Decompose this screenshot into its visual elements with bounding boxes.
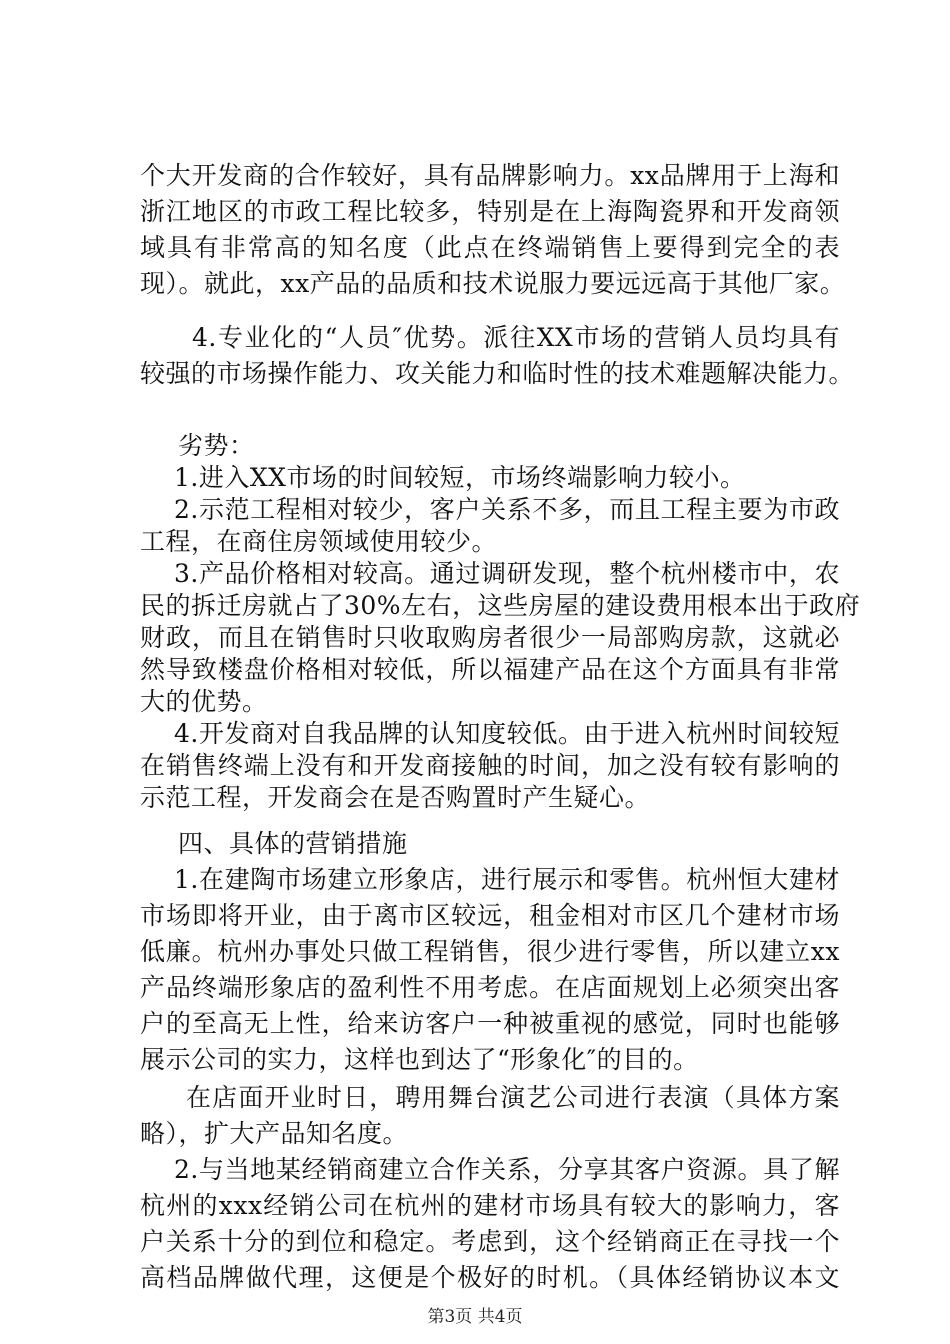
body-text-line: 示范工程，开发商会在是否购置时产生疑心。 bbox=[140, 783, 651, 812]
body-text-line: 在销售终端上没有和开发商接触的时间，加之没有较有影响的 bbox=[140, 751, 840, 780]
section-heading-marketing-measures: 四、具体的营销措施 bbox=[178, 829, 408, 858]
body-text-line: 杭州的xxx经销公司在杭州的建材市场具有较大的影响力，客 bbox=[140, 1191, 840, 1220]
body-text-line: 略），扩大产品知名度。 bbox=[140, 1119, 409, 1148]
body-text-line: 户的至高无上性，给来访客户一种被重视的感觉，同时也能够 bbox=[140, 1009, 840, 1038]
body-text-line: 然导致楼盘价格相对较低，所以福建产品在这个方面具有非常 bbox=[140, 655, 840, 684]
body-text-line: 大的优势。 bbox=[140, 687, 268, 716]
body-text-line: 浙江地区的市政工程比较多，特别是在上海陶瓷界和开发商领 bbox=[140, 197, 840, 226]
body-text-line: 低廉。杭州办事处只做工程销售，很少进行零售，所以建立xx bbox=[140, 937, 840, 966]
body-text-line: 财政，而且在销售时只收取购房者很少一局部购房款，这就必 bbox=[140, 623, 840, 652]
body-text-line: 域具有非常高的知名度（此点在终端销售上要得到完全的表 bbox=[140, 233, 840, 262]
body-text-line: 市场即将开业，由于离市区较远，租金相对市区几个建材市场 bbox=[140, 901, 840, 930]
body-text-line: 高档品牌做代理，这便是个极好的时机。（具体经销协议本文 bbox=[140, 1263, 840, 1292]
body-text-line: 3.产品价格相对较高。通过调研发现，整个杭州楼市中，农 bbox=[174, 559, 840, 588]
body-text-line: 户关系十分的到位和稳定。考虑到，这个经销商正在寻找一个 bbox=[140, 1227, 840, 1256]
body-text-line: 1.在建陶市场建立形象店，进行展示和零售。杭州恒大建材 bbox=[174, 865, 840, 894]
body-text-line: 产品终端形象店的盈利性不用考虑。在店面规划上必须突出客 bbox=[140, 973, 840, 1002]
body-text-line: 现）。就此，xx产品的品质和技术说服力要远远高于其他厂家。 bbox=[140, 269, 846, 298]
body-text-line: 4.开发商对自我品牌的认知度较低。由于进入杭州时间较短 bbox=[174, 719, 840, 748]
body-text-line: 2.与当地某经销商建立合作关系，分享其客户资源。具了解 bbox=[174, 1155, 840, 1184]
section-heading-disadvantages: 劣势： bbox=[178, 431, 255, 460]
page-footer: 第3页 共4页 bbox=[427, 1307, 523, 1327]
body-text-line: 较强的市场操作能力、攻关能力和临时性的技术难题解决能力。 bbox=[140, 359, 855, 388]
body-text-line: 2.示范工程相对较少，客户关系不多，而且工程主要为市政 bbox=[174, 495, 840, 524]
body-text-line: 工程，在商住房领域使用较少。 bbox=[140, 527, 498, 556]
body-text-line: 展示公司的实力，这样也到达了“形象化″的目的。 bbox=[140, 1045, 699, 1074]
body-text-line: 4.专业化的“人员″优势。派往XX市场的营销人员均具有 bbox=[192, 323, 840, 352]
body-text-line: 在店面开业时日，聘用舞台演艺公司进行表演（具体方案 bbox=[186, 1083, 840, 1112]
body-text-line: 个大开发商的合作较好，具有品牌影响力。xx品牌用于上海和 bbox=[140, 161, 840, 190]
body-text-line: 民的拆迁房就占了30%左右，这些房屋的建设费用根本出于政府 bbox=[140, 591, 861, 620]
body-text-line: 1.进入XX市场的时间较短，市场终端影响力较小。 bbox=[174, 463, 746, 492]
